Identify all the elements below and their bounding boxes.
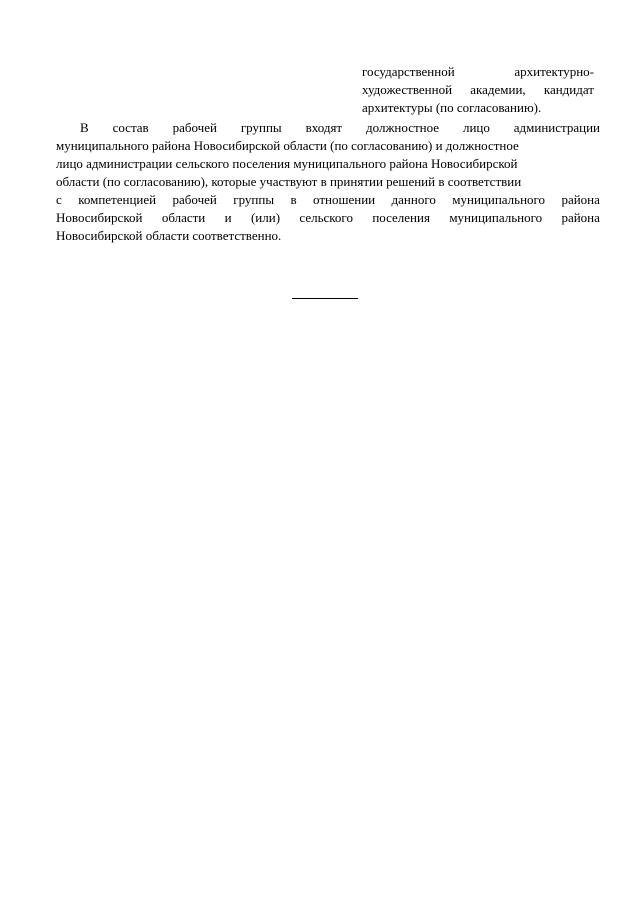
working-group-paragraph [56,119,600,245]
text-line: лицо администрации сельского поселения муниципального района Новосибирской [56,156,518,171]
text-line: с компетенцией рабочей группы в отношении данного муниципального района [56,192,600,207]
text-line: государственной архитектурно- [362,64,594,79]
text-line: В состав рабочей группы входят должностное лицо администрации [80,120,600,135]
text-line: архитектуры (по согласованию). [362,100,542,115]
member-description-continuation [362,63,594,117]
text-line: муниципального района Новосибирской области (по согласованию) и должностное [56,138,519,153]
text-line: Новосибирской области соответственно. [56,228,282,243]
text-line: Новосибирской области и (или) сельского поселения муниципального района [56,210,600,225]
text-line: художественной академии, кандидат [362,82,594,97]
text-line: области (по согласованию), которые участвуют в принятии решений в соответствии [56,174,522,189]
end-of-document-line [292,298,358,299]
